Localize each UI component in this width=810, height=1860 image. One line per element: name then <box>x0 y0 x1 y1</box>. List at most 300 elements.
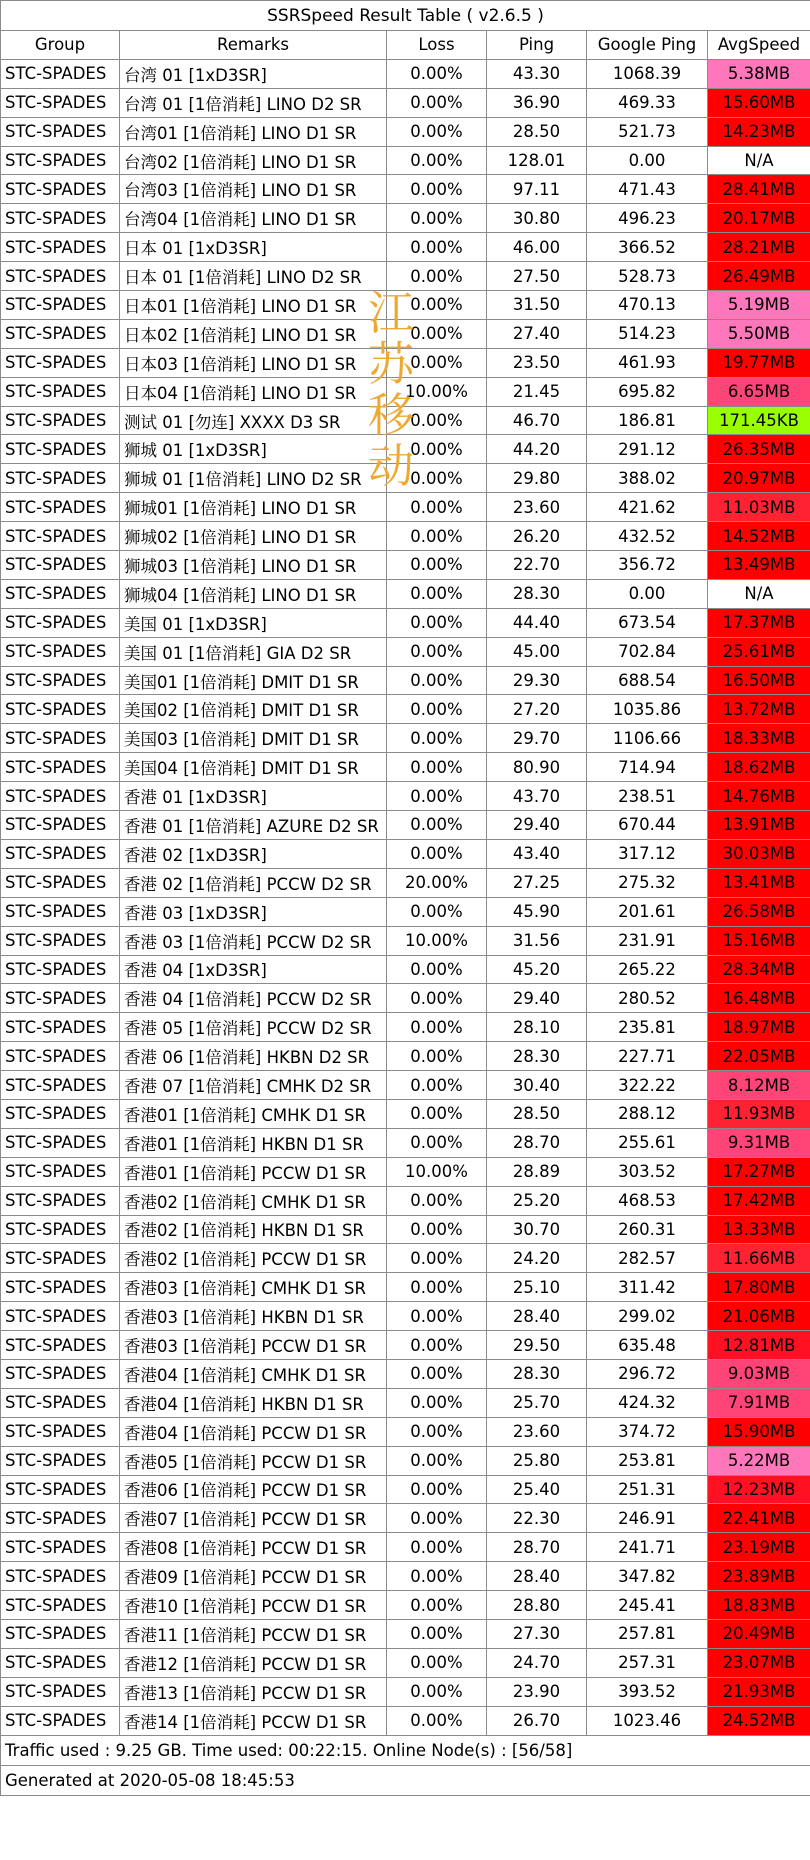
cell-ping: 21.45 <box>487 377 587 406</box>
cell-remarks: 美国 01 [1倍消耗] GIA D2 SR <box>120 637 387 666</box>
cell-avgspeed: 7.91MB <box>708 1388 810 1417</box>
cell-avgspeed: 5.50MB <box>708 319 810 348</box>
table-row <box>1 1446 810 1475</box>
cell-ping: 44.20 <box>487 435 587 464</box>
cell-ping: 28.10 <box>487 1013 587 1042</box>
cell-google-ping: 424.32 <box>587 1388 708 1417</box>
column-header-group: Group <box>1 31 120 60</box>
cell-google-ping: 241.71 <box>587 1533 708 1562</box>
cell-google-ping: 1106.66 <box>587 724 708 753</box>
table-row <box>1 522 810 551</box>
cell-group: STC-SPADES <box>1 175 120 204</box>
cell-ping: 23.60 <box>487 1417 587 1446</box>
cell-loss: 0.00% <box>387 1677 487 1706</box>
table-row <box>1 1099 810 1128</box>
column-header-remarks: Remarks <box>120 31 387 60</box>
cell-group: STC-SPADES <box>1 1706 120 1735</box>
cell-avgspeed: 25.61MB <box>708 637 810 666</box>
cell-remarks: 香港04 [1倍消耗] PCCW D1 SR <box>120 1417 387 1446</box>
cell-google-ping: 299.02 <box>587 1302 708 1331</box>
cell-avgspeed: 18.33MB <box>708 724 810 753</box>
cell-loss: 0.00% <box>387 1504 487 1533</box>
cell-remarks: 香港03 [1倍消耗] PCCW D1 SR <box>120 1331 387 1360</box>
cell-ping: 24.70 <box>487 1648 587 1677</box>
cell-loss: 0.00% <box>387 1071 487 1100</box>
cell-group: STC-SPADES <box>1 493 120 522</box>
watermark-char: 移 <box>368 388 414 442</box>
cell-ping: 29.40 <box>487 811 587 840</box>
cell-google-ping: 311.42 <box>587 1273 708 1302</box>
cell-remarks: 狮城02 [1倍消耗] LINO D1 SR <box>120 522 387 551</box>
table-row <box>1 1417 810 1446</box>
cell-remarks: 香港 03 [1倍消耗] PCCW D2 SR <box>120 926 387 955</box>
cell-avgspeed: 13.33MB <box>708 1215 810 1244</box>
table-row <box>1 637 810 666</box>
cell-remarks: 香港02 [1倍消耗] CMHK D1 SR <box>120 1186 387 1215</box>
cell-remarks: 香港08 [1倍消耗] PCCW D1 SR <box>120 1533 387 1562</box>
cell-remarks: 香港 07 [1倍消耗] CMHK D2 SR <box>120 1071 387 1100</box>
cell-google-ping: 291.12 <box>587 435 708 464</box>
cell-ping: 28.40 <box>487 1302 587 1331</box>
table-row <box>1 1042 810 1071</box>
table-row <box>1 782 810 811</box>
cell-group: STC-SPADES <box>1 146 120 175</box>
column-header-loss: Loss <box>387 31 487 60</box>
cell-remarks: 狮城01 [1倍消耗] LINO D1 SR <box>120 493 387 522</box>
cell-avgspeed: 24.52MB <box>708 1706 810 1735</box>
cell-ping: 28.70 <box>487 1128 587 1157</box>
cell-group: STC-SPADES <box>1 1186 120 1215</box>
cell-remarks: 香港11 [1倍消耗] PCCW D1 SR <box>120 1619 387 1648</box>
cell-loss: 0.00% <box>387 839 487 868</box>
cell-remarks: 香港01 [1倍消耗] PCCW D1 SR <box>120 1157 387 1186</box>
cell-loss: 0.00% <box>387 1273 487 1302</box>
cell-remarks: 香港 02 [1xD3SR] <box>120 839 387 868</box>
cell-avgspeed: 16.50MB <box>708 666 810 695</box>
cell-loss: 0.00% <box>387 811 487 840</box>
cell-group: STC-SPADES <box>1 695 120 724</box>
cell-group: STC-SPADES <box>1 233 120 262</box>
cell-avgspeed: 19.77MB <box>708 348 810 377</box>
cell-ping: 27.25 <box>487 868 587 897</box>
cell-google-ping: 528.73 <box>587 262 708 291</box>
cell-ping: 23.90 <box>487 1677 587 1706</box>
cell-google-ping: 227.71 <box>587 1042 708 1071</box>
cell-loss: 0.00% <box>387 1619 487 1648</box>
cell-google-ping: 374.72 <box>587 1417 708 1446</box>
table-row <box>1 1475 810 1504</box>
cell-avgspeed: 17.37MB <box>708 608 810 637</box>
cell-google-ping: 245.41 <box>587 1591 708 1620</box>
table-row <box>1 1504 810 1533</box>
cell-remarks: 香港 04 [1xD3SR] <box>120 955 387 984</box>
cell-avgspeed: 8.12MB <box>708 1071 810 1100</box>
cell-group: STC-SPADES <box>1 88 120 117</box>
cell-remarks: 香港02 [1倍消耗] HKBN D1 SR <box>120 1215 387 1244</box>
cell-group: STC-SPADES <box>1 724 120 753</box>
cell-ping: 44.40 <box>487 608 587 637</box>
cell-google-ping: 1035.86 <box>587 695 708 724</box>
cell-avgspeed: 20.97MB <box>708 464 810 493</box>
table-row <box>1 204 810 233</box>
cell-avgspeed: 11.03MB <box>708 493 810 522</box>
cell-loss: 0.00% <box>387 608 487 637</box>
cell-loss: 0.00% <box>387 1706 487 1735</box>
cell-remarks: 香港 05 [1倍消耗] PCCW D2 SR <box>120 1013 387 1042</box>
cell-avgspeed: 13.41MB <box>708 868 810 897</box>
cell-remarks: 香港01 [1倍消耗] CMHK D1 SR <box>120 1099 387 1128</box>
cell-ping: 45.20 <box>487 955 587 984</box>
cell-group: STC-SPADES <box>1 1619 120 1648</box>
table-row <box>1 146 810 175</box>
cell-avgspeed: 26.35MB <box>708 435 810 464</box>
table-row <box>1 1677 810 1706</box>
cell-ping: 27.20 <box>487 695 587 724</box>
cell-google-ping: 366.52 <box>587 233 708 262</box>
cell-loss: 0.00% <box>387 1533 487 1562</box>
cell-remarks: 香港 02 [1倍消耗] PCCW D2 SR <box>120 868 387 897</box>
cell-loss: 0.00% <box>387 724 487 753</box>
cell-ping: 43.40 <box>487 839 587 868</box>
cell-remarks: 日本03 [1倍消耗] LINO D1 SR <box>120 348 387 377</box>
cell-avgspeed: 15.60MB <box>708 88 810 117</box>
cell-google-ping: 201.61 <box>587 897 708 926</box>
cell-remarks: 日本02 [1倍消耗] LINO D1 SR <box>120 319 387 348</box>
cell-remarks: 香港12 [1倍消耗] PCCW D1 SR <box>120 1648 387 1677</box>
table-row <box>1 608 810 637</box>
cell-group: STC-SPADES <box>1 1591 120 1620</box>
cell-google-ping: 470.13 <box>587 291 708 320</box>
table-row <box>1 117 810 146</box>
cell-loss: 0.00% <box>387 348 487 377</box>
table-row <box>1 1619 810 1648</box>
cell-ping: 29.40 <box>487 984 587 1013</box>
watermark-char: 江 <box>368 286 414 340</box>
cell-group: STC-SPADES <box>1 522 120 551</box>
cell-loss: 0.00% <box>387 1648 487 1677</box>
cell-google-ping: 0.00 <box>587 579 708 608</box>
table-row <box>1 1186 810 1215</box>
cell-group: STC-SPADES <box>1 204 120 233</box>
cell-loss: 0.00% <box>387 59 487 88</box>
table-row <box>1 406 810 435</box>
table-row <box>1 88 810 117</box>
cell-ping: 27.50 <box>487 262 587 291</box>
cell-loss: 10.00% <box>387 1157 487 1186</box>
table-row <box>1 1591 810 1620</box>
cell-avgspeed: 17.27MB <box>708 1157 810 1186</box>
cell-remarks: 香港01 [1倍消耗] HKBN D1 SR <box>120 1128 387 1157</box>
cell-loss: 0.00% <box>387 666 487 695</box>
cell-group: STC-SPADES <box>1 291 120 320</box>
cell-avgspeed: 9.31MB <box>708 1128 810 1157</box>
cell-google-ping: 521.73 <box>587 117 708 146</box>
cell-google-ping: 468.53 <box>587 1186 708 1215</box>
table-row <box>1 724 810 753</box>
cell-ping: 23.60 <box>487 493 587 522</box>
cell-ping: 22.70 <box>487 551 587 580</box>
cell-remarks: 香港02 [1倍消耗] PCCW D1 SR <box>120 1244 387 1273</box>
cell-avgspeed: 11.66MB <box>708 1244 810 1273</box>
table-row <box>1 1071 810 1100</box>
cell-google-ping: 469.33 <box>587 88 708 117</box>
cell-avgspeed: N/A <box>708 579 810 608</box>
cell-ping: 25.80 <box>487 1446 587 1475</box>
table-row <box>1 753 810 782</box>
table-row <box>1 695 810 724</box>
cell-ping: 28.40 <box>487 1562 587 1591</box>
cell-loss: 0.00% <box>387 1302 487 1331</box>
cell-group: STC-SPADES <box>1 1648 120 1677</box>
cell-loss: 0.00% <box>387 522 487 551</box>
cell-avgspeed: 16.48MB <box>708 984 810 1013</box>
cell-loss: 0.00% <box>387 1013 487 1042</box>
cell-google-ping: 257.81 <box>587 1619 708 1648</box>
cell-ping: 29.50 <box>487 1331 587 1360</box>
cell-avgspeed: 28.41MB <box>708 175 810 204</box>
cell-ping: 26.20 <box>487 522 587 551</box>
cell-group: STC-SPADES <box>1 955 120 984</box>
cell-avgspeed: 23.19MB <box>708 1533 810 1562</box>
table-row <box>1 493 810 522</box>
cell-loss: 0.00% <box>387 464 487 493</box>
cell-ping: 80.90 <box>487 753 587 782</box>
table-row <box>1 1302 810 1331</box>
cell-loss: 0.00% <box>387 117 487 146</box>
cell-remarks: 美国01 [1倍消耗] DMIT D1 SR <box>120 666 387 695</box>
cell-remarks: 美国 01 [1xD3SR] <box>120 608 387 637</box>
cell-remarks: 美国02 [1倍消耗] DMIT D1 SR <box>120 695 387 724</box>
cell-ping: 29.70 <box>487 724 587 753</box>
cell-avgspeed: 6.65MB <box>708 377 810 406</box>
cell-group: STC-SPADES <box>1 1099 120 1128</box>
cell-group: STC-SPADES <box>1 1331 120 1360</box>
cell-group: STC-SPADES <box>1 811 120 840</box>
cell-group: STC-SPADES <box>1 551 120 580</box>
cell-group: STC-SPADES <box>1 1042 120 1071</box>
cell-remarks: 台湾04 [1倍消耗] LINO D1 SR <box>120 204 387 233</box>
cell-remarks: 日本 01 [1xD3SR] <box>120 233 387 262</box>
cell-ping: 27.40 <box>487 319 587 348</box>
cell-remarks: 美国04 [1倍消耗] DMIT D1 SR <box>120 753 387 782</box>
cell-group: STC-SPADES <box>1 926 120 955</box>
cell-avgspeed: 15.16MB <box>708 926 810 955</box>
cell-remarks: 香港09 [1倍消耗] PCCW D1 SR <box>120 1562 387 1591</box>
cell-group: STC-SPADES <box>1 262 120 291</box>
cell-ping: 28.89 <box>487 1157 587 1186</box>
cell-google-ping: 231.91 <box>587 926 708 955</box>
cell-google-ping: 496.23 <box>587 204 708 233</box>
cell-remarks: 香港 01 [1倍消耗] AZURE D2 SR <box>120 811 387 840</box>
cell-google-ping: 514.23 <box>587 319 708 348</box>
cell-google-ping: 702.84 <box>587 637 708 666</box>
table-row <box>1 1359 810 1388</box>
cell-google-ping: 186.81 <box>587 406 708 435</box>
cell-google-ping: 253.81 <box>587 1446 708 1475</box>
table-row <box>1 175 810 204</box>
cell-remarks: 日本01 [1倍消耗] LINO D1 SR <box>120 291 387 320</box>
cell-loss: 0.00% <box>387 1331 487 1360</box>
cell-group: STC-SPADES <box>1 117 120 146</box>
cell-google-ping: 714.94 <box>587 753 708 782</box>
cell-avgspeed: 18.62MB <box>708 753 810 782</box>
cell-google-ping: 432.52 <box>587 522 708 551</box>
cell-google-ping: 356.72 <box>587 551 708 580</box>
cell-loss: 0.00% <box>387 753 487 782</box>
cell-group: STC-SPADES <box>1 579 120 608</box>
cell-ping: 128.01 <box>487 146 587 175</box>
cell-remarks: 狮城 01 [1倍消耗] LINO D2 SR <box>120 464 387 493</box>
cell-avgspeed: 28.21MB <box>708 233 810 262</box>
cell-avgspeed: 22.05MB <box>708 1042 810 1071</box>
cell-google-ping: 246.91 <box>587 1504 708 1533</box>
cell-group: STC-SPADES <box>1 1475 120 1504</box>
cell-group: STC-SPADES <box>1 59 120 88</box>
cell-remarks: 香港04 [1倍消耗] CMHK D1 SR <box>120 1359 387 1388</box>
table-row <box>1 868 810 897</box>
cell-google-ping: 265.22 <box>587 955 708 984</box>
cell-group: STC-SPADES <box>1 839 120 868</box>
cell-group: STC-SPADES <box>1 1562 120 1591</box>
cell-group: STC-SPADES <box>1 406 120 435</box>
cell-group: STC-SPADES <box>1 348 120 377</box>
cell-avgspeed: 13.72MB <box>708 695 810 724</box>
cell-google-ping: 251.31 <box>587 1475 708 1504</box>
table-row <box>1 1215 810 1244</box>
cell-google-ping: 322.22 <box>587 1071 708 1100</box>
table-body <box>1 59 810 1735</box>
cell-group: STC-SPADES <box>1 1533 120 1562</box>
cell-avgspeed: 14.52MB <box>708 522 810 551</box>
cell-ping: 25.70 <box>487 1388 587 1417</box>
cell-avgspeed: 23.07MB <box>708 1648 810 1677</box>
table-row <box>1 435 810 464</box>
table-row <box>1 1157 810 1186</box>
cell-remarks: 日本04 [1倍消耗] LINO D1 SR <box>120 377 387 406</box>
table-row <box>1 839 810 868</box>
cell-remarks: 香港 03 [1xD3SR] <box>120 897 387 926</box>
cell-avgspeed: 17.42MB <box>708 1186 810 1215</box>
table-row <box>1 1388 810 1417</box>
cell-ping: 36.90 <box>487 88 587 117</box>
table-row <box>1 1331 810 1360</box>
cell-ping: 25.10 <box>487 1273 587 1302</box>
cell-loss: 0.00% <box>387 233 487 262</box>
cell-google-ping: 238.51 <box>587 782 708 811</box>
table-row <box>1 291 810 320</box>
cell-ping: 31.50 <box>487 291 587 320</box>
cell-ping: 22.30 <box>487 1504 587 1533</box>
column-header-ping: Ping <box>487 31 587 60</box>
header-row <box>1 31 810 60</box>
cell-group: STC-SPADES <box>1 319 120 348</box>
cell-ping: 28.30 <box>487 579 587 608</box>
cell-remarks: 香港06 [1倍消耗] PCCW D1 SR <box>120 1475 387 1504</box>
table-row <box>1 464 810 493</box>
cell-loss: 0.00% <box>387 1591 487 1620</box>
cell-avgspeed: 30.03MB <box>708 839 810 868</box>
cell-loss: 0.00% <box>387 1417 487 1446</box>
cell-group: STC-SPADES <box>1 1302 120 1331</box>
cell-remarks: 狮城04 [1倍消耗] LINO D1 SR <box>120 579 387 608</box>
cell-ping: 28.70 <box>487 1533 587 1562</box>
cell-google-ping: 0.00 <box>587 146 708 175</box>
cell-google-ping: 1068.39 <box>587 59 708 88</box>
cell-ping: 30.80 <box>487 204 587 233</box>
cell-remarks: 香港05 [1倍消耗] PCCW D1 SR <box>120 1446 387 1475</box>
cell-google-ping: 471.43 <box>587 175 708 204</box>
cell-ping: 29.80 <box>487 464 587 493</box>
cell-loss: 0.00% <box>387 88 487 117</box>
cell-group: STC-SPADES <box>1 868 120 897</box>
cell-loss: 0.00% <box>387 637 487 666</box>
cell-ping: 28.50 <box>487 1099 587 1128</box>
cell-remarks: 香港04 [1倍消耗] HKBN D1 SR <box>120 1388 387 1417</box>
cell-loss: 0.00% <box>387 146 487 175</box>
cell-google-ping: 282.57 <box>587 1244 708 1273</box>
cell-remarks: 香港03 [1倍消耗] CMHK D1 SR <box>120 1273 387 1302</box>
cell-google-ping: 1023.46 <box>587 1706 708 1735</box>
cell-avgspeed: 21.06MB <box>708 1302 810 1331</box>
cell-loss: 0.00% <box>387 1562 487 1591</box>
cell-remarks: 狮城03 [1倍消耗] LINO D1 SR <box>120 551 387 580</box>
cell-google-ping: 670.44 <box>587 811 708 840</box>
cell-avgspeed: 15.90MB <box>708 1417 810 1446</box>
cell-remarks: 日本 01 [1倍消耗] LINO D2 SR <box>120 262 387 291</box>
cell-remarks: 香港 06 [1倍消耗] HKBN D2 SR <box>120 1042 387 1071</box>
cell-avgspeed: 12.81MB <box>708 1331 810 1360</box>
cell-ping: 28.30 <box>487 1042 587 1071</box>
cell-ping: 27.30 <box>487 1619 587 1648</box>
cell-loss: 0.00% <box>387 1446 487 1475</box>
cell-ping: 46.00 <box>487 233 587 262</box>
cell-avgspeed: 22.41MB <box>708 1504 810 1533</box>
table-row <box>1 1273 810 1302</box>
cell-google-ping: 235.81 <box>587 1013 708 1042</box>
cell-group: STC-SPADES <box>1 1417 120 1446</box>
cell-avgspeed: 23.89MB <box>708 1562 810 1591</box>
table-row <box>1 579 810 608</box>
cell-group: STC-SPADES <box>1 435 120 464</box>
table-row <box>1 262 810 291</box>
cell-loss: 0.00% <box>387 695 487 724</box>
cell-loss: 0.00% <box>387 1099 487 1128</box>
cell-loss: 0.00% <box>387 782 487 811</box>
cell-avgspeed: 171.45KB <box>708 406 810 435</box>
cell-google-ping: 280.52 <box>587 984 708 1013</box>
cell-remarks: 香港03 [1倍消耗] HKBN D1 SR <box>120 1302 387 1331</box>
cell-loss: 10.00% <box>387 926 487 955</box>
cell-avgspeed: 21.93MB <box>708 1677 810 1706</box>
cell-group: STC-SPADES <box>1 1504 120 1533</box>
table-row <box>1 1013 810 1042</box>
cell-ping: 30.40 <box>487 1071 587 1100</box>
cell-group: STC-SPADES <box>1 1677 120 1706</box>
cell-group: STC-SPADES <box>1 464 120 493</box>
cell-remarks: 香港 04 [1倍消耗] PCCW D2 SR <box>120 984 387 1013</box>
cell-group: STC-SPADES <box>1 782 120 811</box>
table-row <box>1 984 810 1013</box>
cell-avgspeed: 17.80MB <box>708 1273 810 1302</box>
cell-group: STC-SPADES <box>1 1128 120 1157</box>
cell-google-ping: 288.12 <box>587 1099 708 1128</box>
cell-group: STC-SPADES <box>1 753 120 782</box>
cell-group: STC-SPADES <box>1 1157 120 1186</box>
cell-remarks: 台湾 01 [1xD3SR] <box>120 59 387 88</box>
cell-loss: 0.00% <box>387 984 487 1013</box>
cell-avgspeed: 20.17MB <box>708 204 810 233</box>
cell-avgspeed: 5.19MB <box>708 291 810 320</box>
